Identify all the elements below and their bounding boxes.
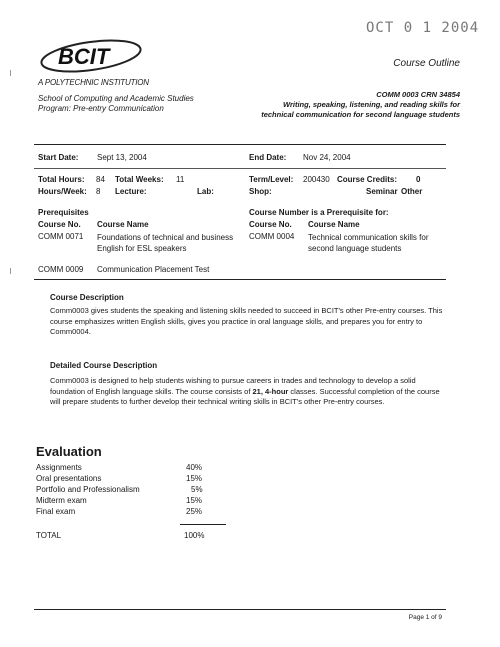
- eval-label: Portfolio and Professionalism: [36, 485, 140, 494]
- divider-footer: [34, 609, 446, 610]
- prereq-row-1-no: COMM 0071: [38, 232, 84, 241]
- lab-label: Lab:: [197, 187, 214, 196]
- total-hours-value: 84: [96, 175, 105, 184]
- eval-label: Assignments: [36, 463, 82, 472]
- end-date-label: End Date:: [249, 153, 287, 162]
- eval-total-label: TOTAL: [36, 531, 62, 540]
- start-date-label: Start Date:: [38, 153, 79, 162]
- is-prerequisite-title: Course Number is a Prerequisite for:: [249, 208, 389, 217]
- svg-text:BCIT: BCIT: [58, 44, 110, 69]
- detailed-description-text: Comm0003 is designed to help students wishing to pursue careers in trades and technology to develop a solid foundation of English language skills. The course consists of 21, 4-hour classes. Successful completion of the course will prepare students to further develop their technical writing skills in BCIT's other Pre-entry courses.: [50, 376, 440, 406]
- eval-value: 25%: [186, 507, 203, 516]
- course-description-title: Course Description: [50, 293, 124, 302]
- bcit-logo: [36, 36, 146, 76]
- eval-value: 5%: [191, 485, 203, 494]
- program-name: Program: Pre-entry Communication: [38, 104, 164, 113]
- course-title: Writing, speaking, listening, and reading skills for technical communication for second language students: [261, 100, 460, 119]
- received-date-stamp: OCT 0 1 2004: [366, 20, 480, 36]
- hours-week-value: 8: [96, 187, 101, 196]
- term-level-value: 200430: [303, 175, 330, 184]
- course-description-text: Comm0003 gives students the speaking and listening skills needed to succeed in BCIT's other Pre-entry courses. This course emphasizes written English skills, gives you practice in oral language skills, and prepares you for entry to Comm0004.: [50, 306, 443, 336]
- total-rule: [180, 524, 226, 525]
- total-weeks-value: 11: [176, 175, 185, 184]
- course-outline-label: Course Outline: [393, 58, 460, 69]
- prereq-row-2-name: Communication Placement Test: [97, 265, 210, 274]
- eval-label: Final exam: [36, 507, 76, 516]
- isprereq-row-1-name: Technical communication skills for second language students: [308, 233, 429, 253]
- prereq-row-1-name: Foundations of technical and business English for ESL speakers: [97, 233, 234, 253]
- margin-mark: [10, 268, 11, 274]
- isprereq-col-course-name: Course Name: [308, 220, 360, 229]
- detailed-description-title: Detailed Course Description: [50, 361, 158, 370]
- evaluation-title: Evaluation: [36, 444, 102, 459]
- hours-week-label: Hours/Week:: [38, 187, 87, 196]
- isprereq-row-1-no: COMM 0004: [249, 232, 295, 241]
- divider-top: [34, 144, 446, 145]
- school-info: [38, 94, 194, 114]
- end-date-value: Nov 24, 2004: [303, 153, 351, 162]
- eval-value: 15%: [186, 496, 203, 505]
- divider-prereq: [34, 279, 446, 280]
- eval-value: 15%: [186, 474, 203, 483]
- eval-label: Midterm exam: [36, 496, 87, 505]
- total-weeks-label: Total Weeks:: [115, 175, 164, 184]
- term-level-label: Term/Level:: [249, 175, 294, 184]
- other-label: Other: [401, 187, 423, 196]
- divider-dates: [34, 168, 446, 169]
- eval-total-value: 100%: [184, 531, 205, 540]
- prereq-col-course-name: Course Name: [97, 220, 149, 229]
- prerequisites-title: Prerequisites: [38, 208, 89, 217]
- school-name: School of Computing and Academic Studies: [38, 94, 194, 103]
- lecture-label: Lecture:: [115, 187, 147, 196]
- course-code: COMM 0003 CRN 34854: [376, 90, 460, 99]
- eval-label: Oral presentations: [36, 474, 102, 483]
- start-date-value: Sept 13, 2004: [97, 153, 147, 162]
- total-hours-label: Total Hours:: [38, 175, 85, 184]
- margin-mark: [10, 70, 11, 76]
- prereq-row-2-no: COMM 0009: [38, 265, 84, 274]
- institution-tagline: A POLYTECHNIC INSTITUTION: [38, 78, 149, 87]
- page-number: Page 1 of 9: [408, 614, 442, 621]
- course-heading: [260, 90, 460, 120]
- prereq-col-course-no: Course No.: [38, 220, 81, 229]
- course-credits-label: Course Credits:: [337, 175, 398, 184]
- eval-value: 40%: [186, 463, 203, 472]
- course-credits-value: 0: [416, 175, 421, 184]
- shop-label: Shop:: [249, 187, 272, 196]
- isprereq-col-course-no: Course No.: [249, 220, 292, 229]
- seminar-label: Seminar: [366, 187, 398, 196]
